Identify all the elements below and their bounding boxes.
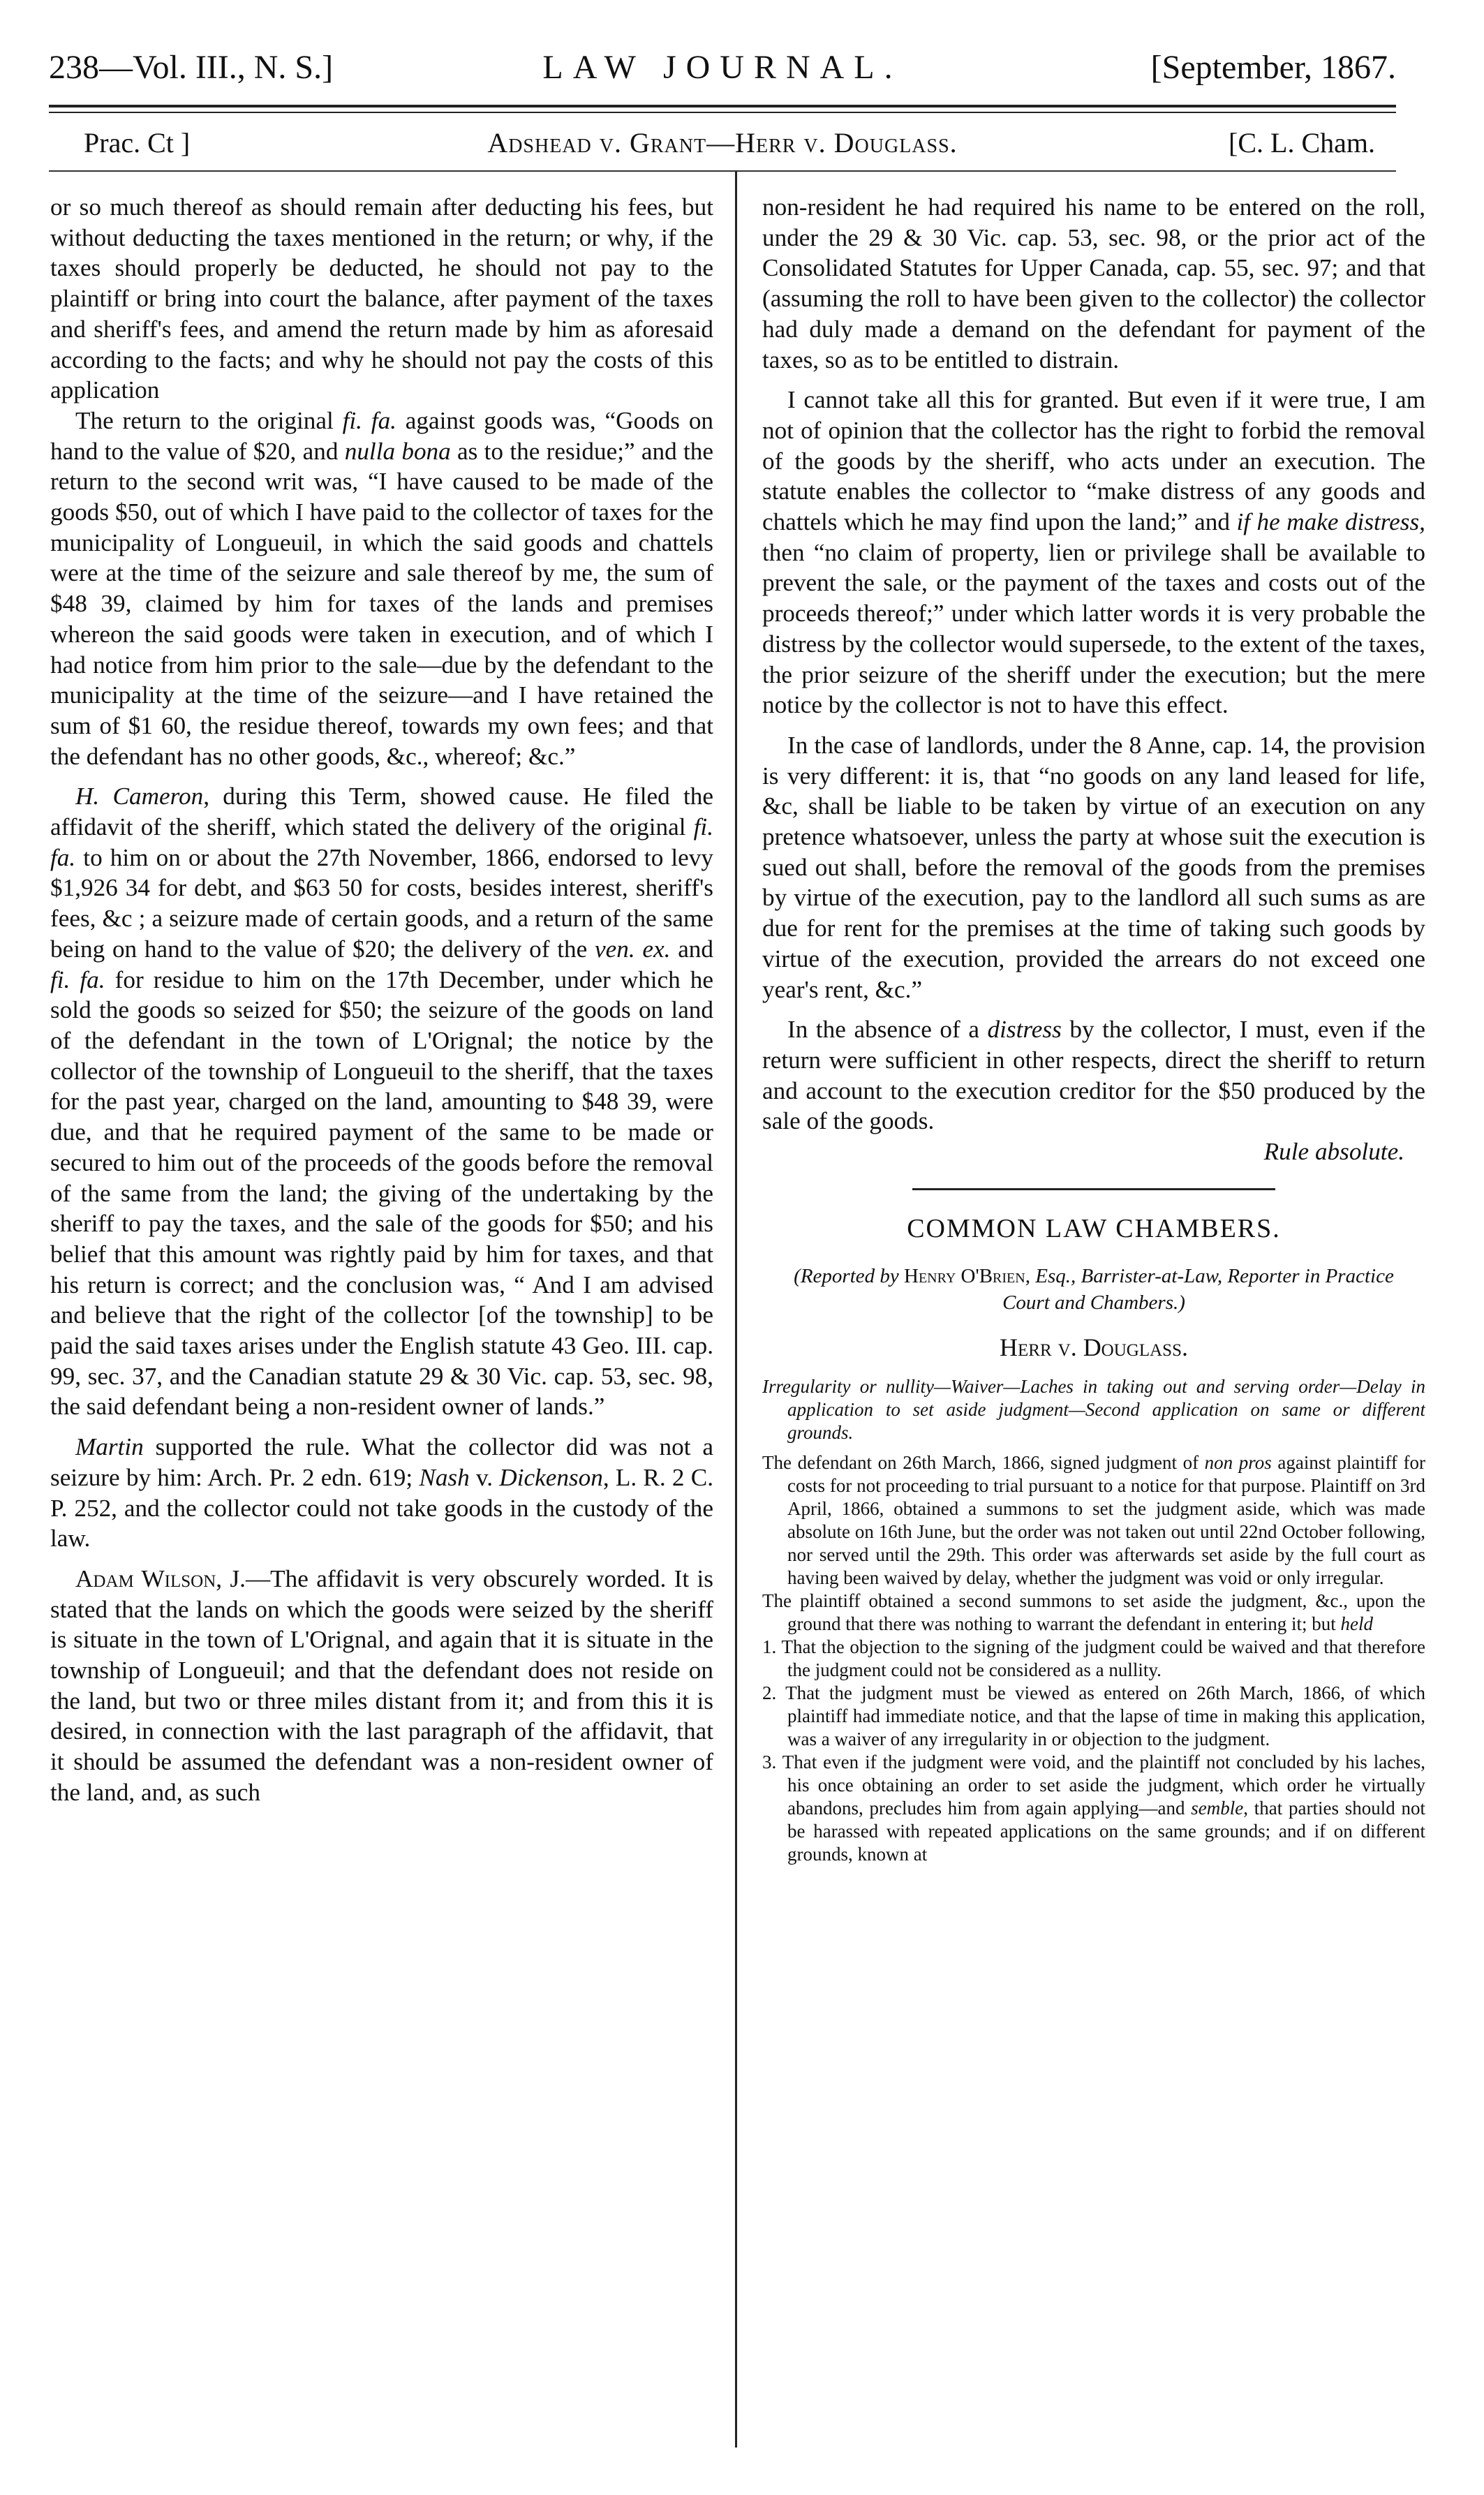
- counsel-name: H. Cameron: [75, 783, 204, 810]
- paragraph: [762, 385, 1425, 720]
- italic-term: fi. fa.: [50, 965, 105, 993]
- journal-title: LAW JOURNAL.: [542, 49, 903, 86]
- judge-name: Adam Wilson, J.: [75, 1564, 246, 1592]
- paragraph: non-resident he had required his name to be entered on the roll, under the 29 & 30 Vic. cap. 53, sec. 98, or the prior act of the Consolidated Statutes for Upper Canada, cap. 55, sec. 97; and that (assuming the roll to have been given to the collector) the collector had duly made a demand on the defendant for payment of the taxes, so as to be entitled to distrain.: [762, 193, 1425, 373]
- case-names: Adshead v. Grant—Herr v. Douglass.: [487, 127, 958, 158]
- text-run: for residue to him on the 17th December, under which he sold the goods so seized for $50; the seizure of the goods on land of the defendant in the town of L'Orignal; the notice by the collector of the township of Longueuil to the sheriff, that the taxes for the past year, charged on the land, amounting to $48 39, were due, and that he required payment of the same to be made or secured to him out of the proceeds of the goods before the removal of the same from the land; the giving of the undertaking by the sheriff to pay the taxes, and the sale of the goods for $50; and his belief that this amount was rightly paid by him for taxes, and that his return is correct; and the conclusion was, “ And I am advised and believe that the right of the collector [of the township] to be paid the said taxes arises under the English statute 43 Geo. III. cap. 99, sec. 37, and the Canadian statute 29 & 30 Vic. cap. 53, sec. 98, the said defendant being a non-resident owner of lands.”: [50, 965, 713, 1421]
- case-title: Herr v. Douglass.: [1000, 1333, 1188, 1361]
- paragraph: or so much thereof as should remain after deducting his fees, but without deducting the taxes mentioned in the return; or why, if the taxes should properly be deducted, he should not pay to the plaintiff or bring into court the balance, after payment of the taxes and sheriff's fees, and amend the return made by him as aforesaid according to the facts; and why he should not pay the costs of this application: [50, 193, 713, 404]
- text-run: , L. R. 2 C. P. 252, and the collector could not take goods in the custody of the law.: [50, 1463, 713, 1553]
- court-right: [C. L. Cham.: [1229, 127, 1375, 158]
- header-rule-thin: [49, 112, 1396, 113]
- text-run: against goods was, “Goods on hand to the value of $20, and: [50, 406, 713, 465]
- holding-point: [762, 1751, 1425, 1866]
- paragraph: [50, 1564, 713, 1808]
- italic-term: ven. ex.: [594, 935, 671, 963]
- text-run: The return to the original: [75, 406, 343, 434]
- italic-term: held: [1340, 1613, 1374, 1635]
- counsel-name: Martin: [75, 1433, 144, 1461]
- text-run: The defendant on 26th March, 1866, signed judgment of: [762, 1452, 1205, 1474]
- court-left: Prac. Ct ]: [84, 127, 191, 158]
- paragraph: [762, 1014, 1425, 1137]
- text-run: I cannot take all this for granted. But even if it were true, I am not of opinion that the collector has the right to forbid the removal of the goods by the sheriff, who acts under an execution. The statute enables the collector to “make distress of any goods and chattels which he may find upon the land;” and: [762, 386, 1425, 536]
- reporter-line: [783, 1263, 1404, 1316]
- holding-point: 1. That the objection to the signing of the judgment could be waived and that therefore the judgment could not be considered as a nullity.: [762, 1636, 1425, 1681]
- running-header: [49, 43, 1396, 92]
- text-run: , that parties should not be harassed with repeated applications on the same grounds; and if on different grounds, known at: [787, 1798, 1425, 1865]
- right-column: [762, 192, 1425, 2454]
- summary-paragraph: [762, 1451, 1425, 1590]
- paragraph: In the case of landlords, under the 8 Anne, cap. 14, the provision is very different: it is, that “no goods on any land leased for life, &c, shall be liable to be taken by virtue of an execution on any pretence whatsoever, unless the party at whose suit the execution is sued out shall, before the removal of the goods from the premises by virtue of the execution, pay to the landlord all such sums as are due for rent for the premises at the time of taking such goods by virtue of the execution, provided the arrears do not exceed one year's rent, &c.”: [762, 731, 1425, 1003]
- italic-term: semble: [1191, 1798, 1244, 1819]
- text-run: against plaintiff for costs for not proceeding to trial pursuant to a notice for that purpose. Plaintiff on 3rd April, 1866, obtained a summons to set the judgment aside, which was made absolute on 16th June, but the order was not taken out until 22nd October following, nor served until the 29th. This order was afterwards set aside by the full court as having been waived by delay, whether the judgment was void or only irregular.: [787, 1452, 1425, 1589]
- headnote: Irregularity or nullity—Waiver—Laches in taking out and serving order—Delay in application to set aside judgment—Second application on same or different grounds.: [762, 1376, 1425, 1444]
- paragraph: [50, 406, 713, 771]
- paragraph: [50, 1432, 713, 1554]
- text-run: (Reported by: [794, 1264, 905, 1287]
- italic-term: fi. fa.: [342, 406, 396, 434]
- rule-absolute: Rule absolute.: [1263, 1138, 1404, 1166]
- italic-term: distress: [987, 1016, 1062, 1044]
- text-run: , Esq., Barrister-at-Law, Reporter in Practice Court and Chambers.): [1002, 1264, 1394, 1314]
- text-run: The plaintiff obtained a second summons to set aside the judgment, &c., upon the ground that there was nothing to warrant the defendant in entering it; but: [762, 1590, 1425, 1635]
- holding-point: 2. That the judgment must be viewed as entered on 26th March, 1866, of which plaintiff had immediate notice, and that the lapse of time in making this application, was a waiver of any irregularity in or objection to the judgment.: [762, 1682, 1425, 1750]
- text-run: to him on or about the 27th November, 1866, endorsed to levy $1,926 34 for debt, and $63 50 for costs, besides interest, sheriff's fees, &c ; a seizure made of certain goods, and a return of the same being on hand to the value of $20; the delivery of the: [50, 843, 713, 963]
- column-divider: [735, 172, 737, 2448]
- case-party: Dickenson: [499, 1463, 603, 1491]
- section-divider: [912, 1188, 1275, 1190]
- case-party: Nash: [419, 1463, 470, 1491]
- italic-term: non pros: [1204, 1452, 1272, 1474]
- italic-term: if he make distress,: [1236, 508, 1425, 536]
- case-summary: [762, 1375, 1425, 1866]
- text-run: In the absence of a: [787, 1016, 988, 1044]
- text-run: v.: [469, 1463, 500, 1491]
- text-run: and: [670, 935, 713, 963]
- paragraph: [50, 781, 713, 1422]
- section-header: [49, 120, 1396, 166]
- header-rule-thick: [49, 105, 1396, 108]
- text-run: supported the rule. What the collector did was not a seizure by him: Arch. Pr. 2 edn. 619;: [50, 1433, 713, 1491]
- reporter-name: Henry O'Brien: [904, 1264, 1025, 1287]
- italic-term: nulla bona: [344, 437, 451, 465]
- text-run: by the collector, I must, even if the return were sufficient in other respects, direct the sheriff to return and account to the execution creditor for the $50 produced by the sale of the goods.: [762, 1016, 1425, 1135]
- text-run: —The affidavit is very obscurely worded. It is stated that the lands on which the goods were seized by the sheriff is situate in the town of L'Orignal, and again that it is situate in the township of Longueuil; and that the defendant does not reside on the land, but two or three miles distant from it; and from this it is desired, in connection with the last paragraph of the affidavit, that it should be assumed the defendant was a non-resident owner of the land, and, as such: [50, 1564, 713, 1806]
- text-run: 3. That even if the judgment were void, and the plaintiff not concluded by his laches, his once obtaining an order to set aside the judgment, which order he virtually abandons, precludes him from again applying—and: [762, 1752, 1425, 1819]
- text-run: , during this Term, showed cause. He filed the affidavit of the sheriff, which stated the delivery of the original: [50, 783, 713, 841]
- subheader-rule: [49, 170, 1396, 172]
- text-run: then “no claim of property, lien or privilege shall be available to prevent the sale, or the payment of the taxes and costs out of the proceeds thereof;” under which latter words it is very probable the distress by the collector would supersede, to the extent of the taxes, the prior seizure of the sheriff under the execution; but the mere notice by the collector is not to have this effect.: [762, 538, 1425, 719]
- issue-date: [September, 1867.: [1150, 49, 1396, 86]
- section-title: COMMON LAW CHAMBERS.: [907, 1213, 1281, 1243]
- page-volume-ref: 238—Vol. III., N. S.]: [49, 49, 334, 86]
- text-run: as to the residue;” and the return to the second writ was, “I have caused to be made of the goods $50, out of which I have paid to the collector of taxes for the municipality of Longueuil, in which the said goods and chattels were at the time of the seizure and sale thereof by me, the sum of $48 39, claimed by him for taxes of the lands and premises whereon the said goods were taken in execution, and of which I had notice from him prior to the sale—due by the defendant to the municipality at the time of the seizure—and I have retained the sum of $1 60, the residue thereof, towards my own fees; and that the defendant has no other goods, &c., whereof; &c.”: [50, 437, 713, 770]
- summary-paragraph: [762, 1590, 1425, 1636]
- left-column: [50, 192, 713, 2454]
- italic-term: fi. fa.: [50, 813, 713, 871]
